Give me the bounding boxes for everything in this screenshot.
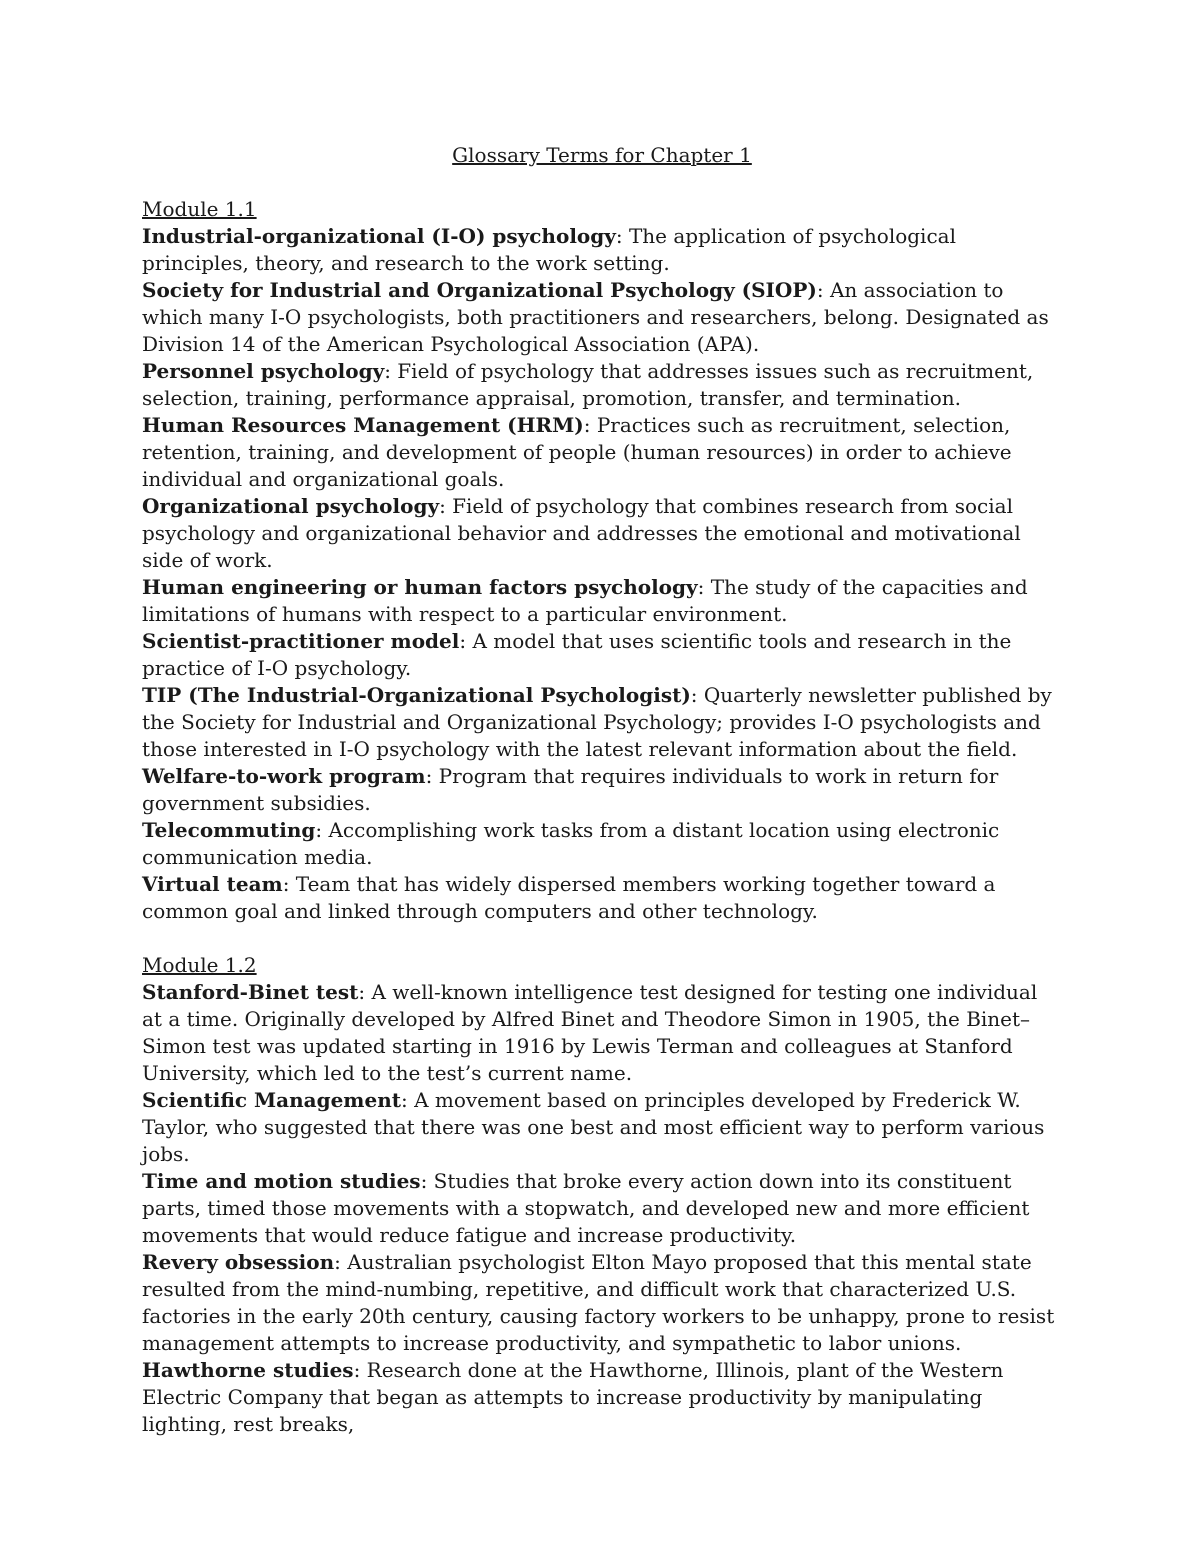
glossary-term: Personnel psychology xyxy=(142,359,385,383)
glossary-definition: : Team that has widely dispersed members working together toward a common goal and linked through computers and other technology. xyxy=(142,872,996,923)
glossary-term: Revery obsession xyxy=(142,1250,335,1274)
glossary-entry xyxy=(142,682,1062,763)
document-page xyxy=(142,142,1062,1438)
glossary-definition: : Quarterly newsletter published by the Society for Industrial and Organizational Psychology; provides I-O psychologists and those interested in I-O psychology with the latest relevant information about the field. xyxy=(142,683,1052,761)
section-spacer xyxy=(142,925,1062,952)
glossary-term: Virtual team xyxy=(142,872,283,896)
glossary-entry xyxy=(142,277,1062,358)
module-section xyxy=(142,196,1062,925)
glossary-definition: : A well-known intelligence test designed for testing one individual at a time. Originally developed by Alfred Binet and Theodore Simon in 1905, the Binet–Simon test was updated starting in 1916 by Lewis Terman and colleagues at Stanford University, which led to the test’s current name. xyxy=(142,980,1038,1085)
glossary-definition: : A movement based on principles developed by Frederick W. Taylor, who suggested that there was one best and most efficient way to perform various jobs. xyxy=(142,1088,1045,1166)
glossary-entry xyxy=(142,412,1062,493)
glossary-entry xyxy=(142,1168,1062,1249)
glossary-term: Human engineering or human factors psychology xyxy=(142,575,698,599)
glossary-entry xyxy=(142,871,1062,925)
glossary-definition: : An association to which many I-O psychologists, both practitioners and researchers, belong. Designated as Division 14 of the American Psychological Association (APA). xyxy=(142,278,1049,356)
glossary-entry xyxy=(142,1249,1062,1357)
glossary-term: Telecommuting xyxy=(142,818,316,842)
glossary-term: Time and motion studies xyxy=(142,1169,421,1193)
glossary-entry xyxy=(142,817,1062,871)
glossary-entry xyxy=(142,628,1062,682)
glossary-definition: : Studies that broke every action down into its constituent parts, timed those movements with a stopwatch, and developed new and more efficient movements that would reduce fatigue and increase productivity. xyxy=(142,1169,1030,1247)
module-section xyxy=(142,952,1062,1438)
glossary-definition: : Program that requires individuals to work in return for government subsidies. xyxy=(142,764,999,815)
glossary-term: Human Resources Management (HRM) xyxy=(142,413,584,437)
glossary-entry xyxy=(142,979,1062,1087)
glossary-definition: : Field of psychology that combines research from social psychology and organizational behavior and addresses the emotional and motivational side of work. xyxy=(142,494,1021,572)
glossary-entry xyxy=(142,358,1062,412)
glossary-term: TIP (The Industrial-Organizational Psychologist) xyxy=(142,683,691,707)
glossary-definition: : Australian psychologist Elton Mayo proposed that this mental state resulted from the mind-numbing, repetitive, and difficult work that characterized U.S. factories in the early 20th century, causing factory workers to be unhappy, prone to resist management attempts to increase productivity, and sympathetic to labor unions. xyxy=(142,1250,1055,1355)
glossary-entry xyxy=(142,763,1062,817)
glossary-definition: : Accomplishing work tasks from a distant location using electronic communication media. xyxy=(142,818,1000,869)
glossary-definition: : Research done at the Hawthorne, Illinois, plant of the Western Electric Company that began as attempts to increase productivity by manipulating lighting, rest breaks, xyxy=(142,1358,1004,1436)
glossary-term: Industrial-organizational (I-O) psychology xyxy=(142,224,616,248)
glossary-entry xyxy=(142,493,1062,574)
glossary-entry xyxy=(142,223,1062,277)
glossary-definition: : The application of psychological principles, theory, and research to the work setting. xyxy=(142,224,956,275)
glossary-definition: : Practices such as recruitment, selection, retention, training, and development of people (human resources) in order to achieve individual and organizational goals. xyxy=(142,413,1012,491)
glossary-definition: : The study of the capacities and limitations of humans with respect to a particular environment. xyxy=(142,575,1028,626)
glossary-entry xyxy=(142,574,1062,628)
glossary-definition: : A model that uses scientific tools and research in the practice of I-O psychology. xyxy=(142,629,1012,680)
glossary-term: Hawthorne studies xyxy=(142,1358,354,1382)
glossary-definition: : Field of psychology that addresses issues such as recruitment, selection, training, performance appraisal, promotion, transfer, and termination. xyxy=(142,359,1034,410)
module-heading: Module 1.2 xyxy=(142,953,257,977)
glossary-term: Welfare-to-work program xyxy=(142,764,426,788)
glossary-term: Scientific Management xyxy=(142,1088,401,1112)
glossary-entry xyxy=(142,1357,1062,1438)
glossary-term: Organizational psychology xyxy=(142,494,440,518)
glossary-entry xyxy=(142,1087,1062,1168)
glossary-term: Stanford-Binet test xyxy=(142,980,359,1004)
glossary-term: Society for Industrial and Organizational Psychology (SIOP) xyxy=(142,278,817,302)
glossary-term: Scientist-practitioner model xyxy=(142,629,460,653)
module-heading: Module 1.1 xyxy=(142,197,257,221)
document-title: Glossary Terms for Chapter 1 xyxy=(452,143,752,167)
